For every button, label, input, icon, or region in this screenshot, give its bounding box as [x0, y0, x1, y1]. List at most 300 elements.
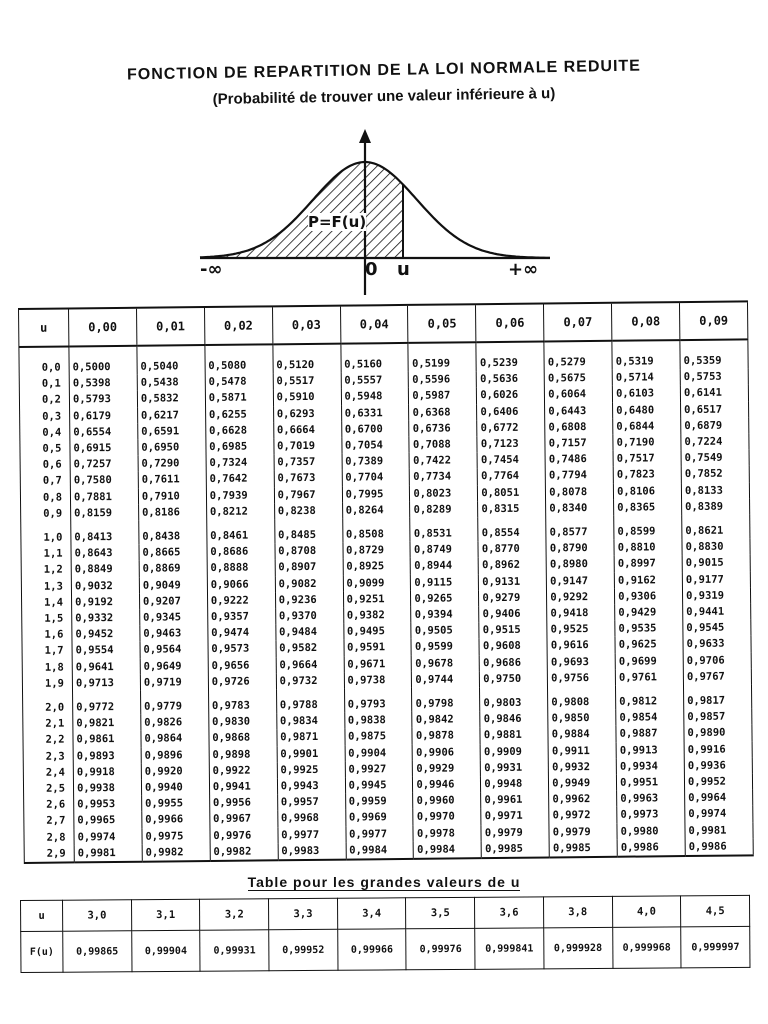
table-cell: 0,9279	[479, 589, 547, 606]
table-cell: 0,5871	[205, 390, 273, 407]
table-cell: 0,9382	[343, 607, 411, 624]
row-u-value: 2,3	[23, 748, 73, 765]
table-cell: 0,6591	[138, 423, 206, 440]
table-cell: 0,9973	[617, 807, 685, 824]
big-values-title	[0, 874, 768, 890]
table-cell: 0,8577	[546, 516, 614, 541]
table-cell: 0,9131	[479, 573, 547, 590]
table-cell: 0,5319	[612, 340, 680, 370]
row-u-value: 0,5	[20, 440, 70, 457]
large-values-u-row	[21, 895, 750, 931]
table-cell: 0,9986	[617, 839, 685, 857]
table-cell: 0,6103	[612, 385, 680, 402]
u-value-cell: 4,0	[612, 896, 681, 927]
u-value-cell: 3,4	[337, 898, 406, 929]
table-cell: 0,9616	[547, 637, 615, 654]
column-header: 0,08	[612, 302, 680, 341]
y-axis-arrow	[359, 129, 371, 143]
table-cell: 0,9664	[276, 656, 344, 673]
table-cell: 0,9798	[412, 687, 480, 712]
table-cell: 0,9834	[276, 713, 344, 730]
table-cell: 0,9236	[275, 591, 343, 608]
table-cell: 0,9979	[481, 824, 549, 841]
column-header: 0,04	[340, 305, 408, 344]
row-u-value: 2,2	[23, 732, 73, 749]
table-cell: 0,8810	[614, 539, 682, 556]
minus-infinity-label: -∞	[200, 259, 223, 280]
table-cell: 0,9495	[343, 623, 411, 640]
table-cell: 0,8888	[207, 560, 275, 577]
plus-infinity-label: +∞	[508, 259, 539, 280]
row-u-value: 0,9	[21, 505, 71, 522]
row-u-value: 0,3	[20, 408, 70, 425]
table-cell: 0,9898	[209, 746, 277, 763]
row-u-value: 0,7	[20, 473, 70, 490]
table-cell: 0,9838	[344, 712, 412, 729]
table-cell: 0,5080	[205, 344, 273, 374]
f-value-cell: 0,99865	[63, 931, 132, 972]
table-cell: 0,9913	[616, 742, 684, 759]
table-cell: 0,9306	[615, 588, 683, 605]
table-cell: 0,5040	[137, 345, 205, 375]
table-cell: 0,5199	[408, 342, 476, 372]
row-u-value: 1,7	[22, 643, 72, 660]
table-cell: 0,8708	[275, 543, 343, 560]
row-u-value: 1,9	[22, 675, 72, 692]
table-cell: 0,9738	[344, 672, 412, 689]
table-cell: 0,7611	[138, 471, 206, 488]
table-cell: 0,8078	[546, 483, 614, 500]
table-cell: 0,5438	[137, 374, 205, 391]
row-u-value: 2,9	[24, 845, 74, 863]
table-cell: 0,6554	[70, 424, 138, 441]
table-cell: 0,8389	[682, 498, 750, 515]
table-cell: 0,9265	[411, 590, 479, 607]
table-cell: 0,9931	[481, 759, 549, 776]
table-cell: 0,9830	[209, 714, 277, 731]
table-cell: 0,9515	[479, 622, 547, 639]
table-cell: 0,8770	[478, 541, 546, 558]
table-cell: 0,9808	[548, 686, 616, 711]
table-cell: 0,9948	[481, 776, 549, 793]
row-u-value: 1,2	[21, 562, 71, 579]
u-value-cell: 3,3	[269, 898, 338, 929]
table-cell: 0,6664	[273, 421, 341, 438]
table-cell: 0,9955	[142, 795, 210, 812]
table-cell: 0,9964	[685, 790, 753, 807]
table-cell: 0,6255	[205, 406, 273, 423]
table-cell: 0,9861	[73, 731, 141, 748]
table-cell: 0,7389	[342, 453, 410, 470]
large-values-f-row	[21, 926, 750, 972]
table-cell: 0,9554	[72, 642, 140, 659]
row-u-value: 1,5	[22, 611, 72, 628]
table-cell: 0,5239	[476, 341, 544, 371]
table-cell: 0,8485	[274, 519, 342, 544]
u-value-cell: 3,0	[63, 900, 132, 931]
table-cell: 0,9162	[614, 572, 682, 589]
table-cell: 0,9783	[208, 689, 276, 714]
table-cell: 0,9936	[684, 757, 752, 774]
table-cell: 0,9938	[73, 780, 141, 797]
table-cell: 0,9982	[210, 843, 278, 861]
column-header: 0,09	[679, 301, 747, 340]
table-cell: 0,9699	[615, 653, 683, 670]
table-cell: 0,8643	[71, 545, 139, 562]
column-header: 0,01	[136, 307, 204, 346]
u-value-cell: 3,6	[475, 897, 544, 928]
table-cell: 0,6293	[273, 405, 341, 422]
table-cell: 0,7967	[274, 486, 342, 503]
table-cell: 0,9864	[141, 730, 209, 747]
table-cell: 0,8962	[478, 557, 546, 574]
table-cell: 0,7852	[681, 466, 749, 483]
table-cell: 0,8599	[614, 515, 682, 540]
table-cell: 0,9985	[481, 840, 549, 858]
table-cell: 0,6064	[545, 386, 613, 403]
table-cell: 0,7764	[478, 468, 546, 485]
subtitle-text: (Probabilité de trouver une valeur inférieure à u)	[212, 85, 556, 108]
table-cell: 0,9979	[549, 823, 617, 840]
table-cell: 0,8869	[139, 560, 207, 577]
table-cell: 0,5160	[340, 343, 408, 373]
shaded-area	[200, 162, 550, 258]
table-cell: 0,6141	[680, 385, 748, 402]
table-cell: 0,8340	[546, 500, 614, 517]
table-cell: 0,8315	[478, 500, 546, 517]
normal-curve-figure	[190, 125, 570, 300]
table-cell: 0,6406	[477, 403, 545, 420]
row-label-f: F(u)	[21, 931, 63, 972]
table-cell: 0,6443	[545, 402, 613, 419]
table-cell: 0,5120	[273, 344, 341, 374]
f-value-cell: 0,999841	[475, 928, 544, 969]
table-cell: 0,9641	[72, 658, 140, 675]
table-cell: 0,9452	[72, 626, 140, 643]
table-cell: 0,9744	[412, 671, 480, 688]
table-cell: 0,9969	[345, 809, 413, 826]
large-values-table	[20, 895, 750, 973]
table-cell: 0,9066	[207, 576, 275, 593]
table-cell: 0,9901	[277, 745, 345, 762]
table-cell: 0,6808	[545, 419, 613, 436]
table-cell: 0,9625	[615, 637, 683, 654]
table-cell: 0,8907	[275, 559, 343, 576]
table-cell: 0,9564	[140, 641, 208, 658]
table-cell: 0,9984	[414, 841, 482, 859]
u-value-cell: 3,2	[200, 899, 269, 930]
table-cell: 0,9909	[480, 743, 548, 760]
table-cell: 0,9484	[276, 624, 344, 641]
table-cell: 0,9015	[682, 555, 750, 572]
row-u-value: 0,8	[20, 489, 70, 506]
table-cell: 0,9970	[413, 809, 481, 826]
table-cell: 0,7704	[342, 469, 410, 486]
table-cell: 0,8925	[343, 558, 411, 575]
table-cell: 0,9418	[547, 605, 615, 622]
table-cell: 0,7123	[477, 436, 545, 453]
table-cell: 0,9920	[141, 763, 209, 780]
table-cell: 0,7088	[409, 436, 477, 453]
table-cell: 0,9545	[683, 620, 751, 637]
table-cell: 0,9884	[548, 726, 616, 743]
table-cell: 0,8531	[410, 517, 478, 542]
table-cell: 0,5636	[477, 371, 545, 388]
row-u-value: 1,6	[22, 627, 72, 644]
table-cell: 0,9918	[73, 764, 141, 781]
big-values-title-text: Table pour les grandes valeurs de u	[247, 874, 521, 890]
table-cell: 0,9929	[413, 760, 481, 777]
row-u-value: 1,8	[22, 659, 72, 676]
table-cell: 0,5910	[273, 389, 341, 406]
table-cell: 0,9868	[209, 730, 277, 747]
table-cell: 0,9535	[615, 620, 683, 637]
zero-label: 0	[365, 259, 378, 280]
row-u-value: 2,0	[23, 692, 73, 717]
table-cell: 0,8686	[207, 544, 275, 561]
u-value-cell: 3,1	[131, 899, 200, 930]
table-cell: 0,8106	[613, 483, 681, 500]
table-cell: 0,7881	[70, 488, 138, 505]
table-cell: 0,6844	[613, 418, 681, 435]
table-cell: 0,5948	[341, 388, 409, 405]
table-cell: 0,9968	[277, 810, 345, 827]
table-cell: 0,7823	[613, 466, 681, 483]
table-cell: 0,9429	[615, 604, 683, 621]
table-cell: 0,8264	[342, 502, 410, 519]
table-cell: 0,7794	[545, 467, 613, 484]
table-cell: 0,9793	[344, 688, 412, 713]
row-u-value: 0,0	[19, 346, 69, 376]
table-cell: 0,9082	[275, 575, 343, 592]
table-cell: 0,6772	[477, 419, 545, 436]
table-cell: 0,9977	[346, 826, 414, 843]
normal-distribution-table	[18, 300, 754, 864]
table-cell: 0,5987	[409, 388, 477, 405]
table-cell: 0,9726	[208, 673, 276, 690]
table-cell: 0,6879	[681, 417, 749, 434]
table-body	[19, 339, 753, 863]
table-cell: 0,9332	[72, 610, 140, 627]
table-cell: 0,9222	[207, 592, 275, 609]
table-cell: 0,9952	[684, 773, 752, 790]
table-cell: 0,7910	[138, 488, 206, 505]
table-cell: 0,6700	[341, 421, 409, 438]
table-cell: 0,9788	[276, 689, 344, 714]
table-cell: 0,9649	[140, 658, 208, 675]
table-cell: 0,5557	[341, 372, 409, 389]
table-cell: 0,8729	[343, 542, 411, 559]
table-cell: 0,7549	[681, 450, 749, 467]
table-cell: 0,9573	[208, 641, 276, 658]
table-cell: 0,7190	[613, 434, 681, 451]
table-cell: 0,9976	[210, 827, 278, 844]
table-cell: 0,9960	[413, 792, 481, 809]
f-value-cell: 0,999997	[681, 926, 750, 967]
column-header: 0,03	[272, 306, 340, 345]
table-cell: 0,9974	[74, 828, 142, 845]
table-cell: 0,8159	[71, 505, 139, 522]
table-cell: 0,5000	[69, 346, 137, 376]
table-cell: 0,9049	[139, 577, 207, 594]
table-cell: 0,5398	[69, 375, 137, 392]
row-u-value: 2,1	[23, 716, 73, 733]
table-cell: 0,9977	[278, 826, 346, 843]
table-cell: 0,8413	[71, 521, 139, 546]
table-cell: 0,7580	[70, 472, 138, 489]
table-cell: 0,5832	[137, 390, 205, 407]
table-cell: 0,9974	[685, 806, 753, 823]
table-cell: 0,6517	[681, 401, 749, 418]
table-cell: 0,8849	[71, 561, 139, 578]
row-u-value: 1,0	[21, 521, 71, 546]
row-u-value: 1,4	[22, 594, 72, 611]
table-cell: 0,9911	[548, 742, 616, 759]
column-header: 0,05	[408, 304, 476, 343]
table-cell: 0,9893	[73, 747, 141, 764]
table-cell: 0,7995	[342, 486, 410, 503]
table-cell: 0,6950	[138, 439, 206, 456]
table-cell: 0,9925	[277, 761, 345, 778]
table-cell: 0,9916	[684, 741, 752, 758]
table-cell: 0,8749	[410, 541, 478, 558]
table-cell: 0,6331	[341, 405, 409, 422]
table-cell: 0,9956	[209, 795, 277, 812]
table-cell: 0,9099	[343, 575, 411, 592]
table-cell: 0,9985	[549, 840, 617, 858]
table-cell: 0,9940	[141, 779, 209, 796]
table-cell: 0,9441	[683, 603, 751, 620]
table-cell: 0,9732	[276, 672, 344, 689]
table-cell: 0,9177	[682, 571, 750, 588]
table-cell: 0,6628	[205, 422, 273, 439]
table-cell: 0,9115	[411, 574, 479, 591]
row-u-value: 2,5	[23, 781, 73, 798]
table-cell: 0,9896	[141, 747, 209, 764]
table-cell: 0,8508	[342, 518, 410, 543]
row-u-value: 1,3	[21, 578, 71, 595]
table-cell: 0,9686	[480, 654, 548, 671]
table-cell: 0,9986	[685, 838, 753, 856]
table-cell: 0,7939	[206, 487, 274, 504]
table-cell: 0,5359	[680, 339, 748, 369]
table-cell: 0,9943	[277, 778, 345, 795]
table-cell: 0,9967	[210, 811, 278, 828]
table-cell: 0,9927	[345, 761, 413, 778]
table-cell: 0,9846	[480, 711, 548, 728]
table-cell: 0,6368	[409, 404, 477, 421]
table-cell: 0,5753	[680, 369, 748, 386]
table-cell: 0,6915	[70, 440, 138, 457]
table-cell: 0,9854	[616, 709, 684, 726]
table-cell: 0,9706	[683, 652, 751, 669]
table-cell: 0,9981	[74, 845, 142, 863]
table-cell: 0,9826	[141, 714, 209, 731]
table-cell: 0,9591	[344, 639, 412, 656]
row-u-value: 2,6	[24, 797, 74, 814]
table-cell: 0,9978	[413, 825, 481, 842]
table-cell: 0,8830	[682, 539, 750, 556]
table-cell: 0,9678	[412, 655, 480, 672]
table-cell: 0,8365	[614, 499, 682, 516]
table-cell: 0,9842	[412, 711, 480, 728]
table-cell: 0,6026	[477, 387, 545, 404]
table-cell: 0,8212	[206, 503, 274, 520]
row-u-value: 2,7	[24, 813, 74, 830]
table-cell: 0,9922	[209, 762, 277, 779]
table-cell: 0,8238	[274, 502, 342, 519]
table-cell: 0,9713	[72, 675, 140, 692]
table-cell: 0,9961	[481, 792, 549, 809]
table-cell: 0,9904	[345, 745, 413, 762]
table-cell: 0,7486	[545, 451, 613, 468]
table-cell: 0,9980	[617, 823, 685, 840]
table-cell: 0,5675	[544, 370, 612, 387]
table-cell: 0,9850	[548, 710, 616, 727]
row-label-u: u	[21, 900, 63, 931]
table-cell: 0,9975	[142, 828, 210, 845]
f-value-cell: 0,999928	[544, 927, 613, 968]
u-value-cell: 3,5	[406, 897, 475, 928]
table-cell: 0,9890	[684, 725, 752, 742]
row-u-value: 2,4	[23, 764, 73, 781]
table-cell: 0,9817	[684, 684, 752, 709]
column-header: 0,07	[544, 303, 612, 342]
table-cell: 0,9946	[413, 776, 481, 793]
table-cell: 0,9803	[480, 687, 548, 712]
table-cell: 0,7157	[545, 435, 613, 452]
table-cell: 0,8289	[410, 501, 478, 518]
u-value-cell: 4,5	[681, 895, 750, 926]
table-cell: 0,7454	[477, 452, 545, 469]
table-cell: 0,9192	[72, 594, 140, 611]
table-cell: 0,6179	[70, 407, 138, 424]
table-cell: 0,9965	[74, 812, 142, 829]
row-u-value: 0,4	[20, 424, 70, 441]
table-cell: 0,9949	[549, 775, 617, 792]
row-u-value: 2,8	[24, 829, 74, 846]
table-cell: 0,9878	[412, 728, 480, 745]
table-cell: 0,9719	[140, 674, 208, 691]
table-cell: 0,9599	[411, 639, 479, 656]
table-cell: 0,8554	[478, 517, 546, 542]
table-cell: 0,8051	[478, 484, 546, 501]
table-cell: 0,9761	[615, 669, 683, 686]
table-cell: 0,8997	[614, 555, 682, 572]
table-cell: 0,9934	[616, 758, 684, 775]
table-cell: 0,8023	[410, 485, 478, 502]
table-cell: 0,7357	[274, 454, 342, 471]
table-cell: 0,9582	[276, 640, 344, 657]
table-cell: 0,9932	[548, 759, 616, 776]
table-cell: 0,6217	[137, 407, 205, 424]
table-cell: 0,9966	[142, 812, 210, 829]
u-label: u	[397, 259, 410, 280]
column-header: 0,00	[69, 308, 137, 347]
table-cell: 0,7324	[206, 455, 274, 472]
table-cell: 0,9032	[71, 577, 139, 594]
column-header: 0,02	[204, 306, 272, 345]
table-cell: 0,9945	[345, 777, 413, 794]
table-cell: 0,6736	[409, 420, 477, 437]
table-cell: 0,9951	[617, 774, 685, 791]
table-cell: 0,9984	[346, 842, 414, 860]
table-cell: 0,9972	[549, 807, 617, 824]
table-cell: 0,7422	[409, 452, 477, 469]
table-cell: 0,9693	[547, 653, 615, 670]
table-cell: 0,8665	[139, 544, 207, 561]
f-value-cell: 0,99931	[200, 930, 269, 971]
